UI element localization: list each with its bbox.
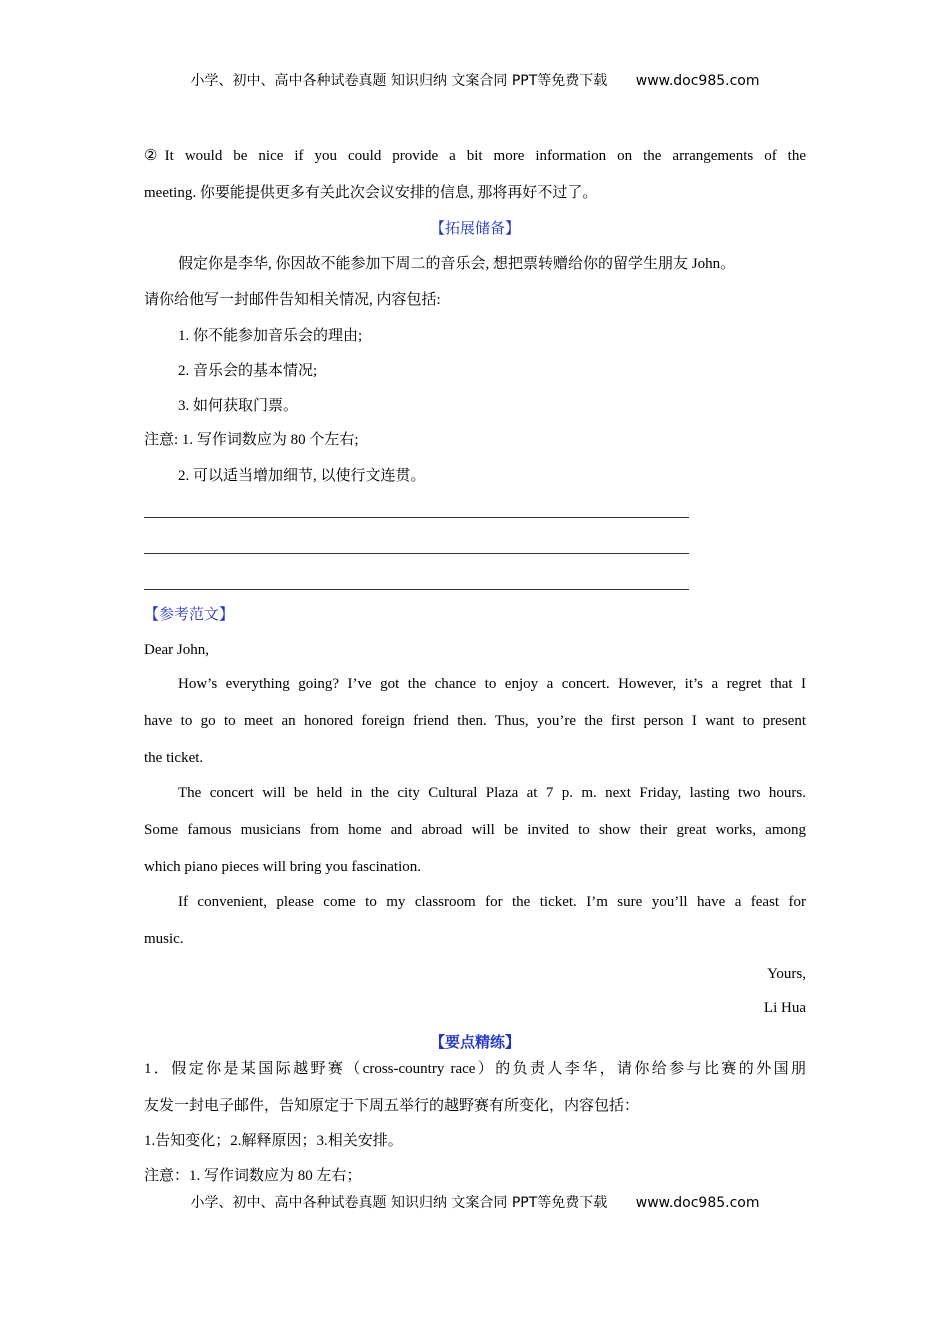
section-title-practice: 【要点精练】 (429, 1035, 520, 1051)
sample-signature: Li Hua (763, 1000, 806, 1016)
header-url[interactable]: www.doc985.com (635, 73, 760, 89)
sample-p2-line-3: which piano pieces will bring you fascination. (144, 859, 422, 875)
practice-q1-line-4: 注意：1. 写作词数应为 80 左右； (144, 1168, 362, 1184)
intro-line-2: meeting. 你要能提供更多有关此次会议安排的信息, 那将再好不过了。 (144, 185, 598, 201)
sample-p3-line-2: music. (144, 931, 184, 947)
answer-line-2[interactable] (144, 553, 689, 554)
intro-line-1: ②It would be nice if you could provide a bit more information on the arrangements of the (144, 148, 806, 164)
sample-p3-line-1: If convenient, please come to my classroom for the ticket. I’m sure you’ll have a feast for (178, 894, 806, 910)
section-title-sample: 【参考范文】 (144, 607, 235, 623)
practice-q1-line-3: 1.告知变化；2.解释原因；3.相关安排。 (144, 1133, 403, 1149)
extension-item-1: 1. 你不能参加音乐会的理由; (178, 328, 363, 344)
sample-greeting: Dear John, (144, 642, 209, 658)
sample-p1-line-1: How’s everything going? I’ve got the chance to enjoy a concert. However, it’s a regret that I (178, 676, 806, 692)
sample-closing: Yours, (767, 966, 806, 982)
section-title-extension: 【拓展储备】 (429, 221, 520, 237)
extension-item-3: 3. 如何获取门票。 (178, 398, 299, 414)
answer-line-3[interactable] (144, 589, 689, 590)
extension-prompt-line-1: 假定你是李华, 你因故不能参加下周二的音乐会, 想把票转赠给你的留学生朋友 John。 (178, 256, 736, 272)
sample-p2-line-1: The concert will be held in the city Cultural Plaza at 7 p. m. next Friday, lasting two hours. (178, 785, 806, 801)
footer-text: 小学、初中、高中各种试卷真题 知识归纳 文案合同 PPT等免费下载 (190, 1195, 608, 1211)
extension-item-2: 2. 音乐会的基本情况; (178, 363, 318, 379)
extension-note-line-2: 2. 可以适当增加细节, 以使行文连贯。 (178, 468, 426, 484)
footer-url[interactable]: www.doc985.com (635, 1195, 760, 1211)
page-header (0, 70, 950, 90)
practice-q1-line-1: 1．假定你是某国际越野赛（cross-country race）的负责人李华，请你给参与比赛的外国朋 (144, 1061, 806, 1077)
practice-q1-line-2: 友发一封电子邮件，告知原定于下周五举行的越野赛有所变化，内容包括： (144, 1098, 640, 1114)
page-footer (0, 1192, 950, 1212)
header-text: 小学、初中、高中各种试卷真题 知识归纳 文案合同 PPT等免费下载 (190, 73, 608, 89)
extension-note-line-1: 注意: 1. 写作词数应为 80 个左右; (144, 432, 359, 448)
sample-p1-line-2: have to go to meet an honored foreign friend then. Thus, you’re the first person I want to present (144, 713, 806, 729)
sample-p1-line-3: the ticket. (144, 750, 204, 766)
sample-p2-line-2: Some famous musicians from home and abroad will be invited to show their great works, among (144, 822, 806, 838)
extension-prompt-line-2: 请你给他写一封邮件告知相关情况, 内容包括: (144, 292, 441, 308)
answer-line-1[interactable] (144, 517, 689, 518)
